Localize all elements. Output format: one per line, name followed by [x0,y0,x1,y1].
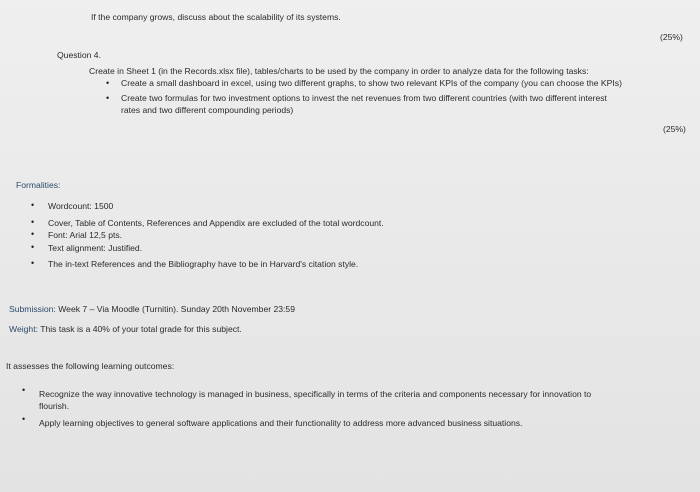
bullet-icon: • [22,414,26,424]
submission-line [9,304,295,314]
outcome-item-1-cont: flourish. [39,401,70,411]
question4-bullet-1: Create a small dashboard in excel, using two different graphs, to show two relevant KPIs of the company (you can choose the KPIs) [121,78,622,88]
outcomes-intro: It assesses the following learning outcomes: [6,361,175,371]
formalities-item-excluded: Cover, Table of Contents, References and Appendix are excluded of the total wordcount. [48,218,384,228]
formalities-title: Formalities: [16,180,61,190]
bullet-icon: • [31,217,35,227]
bullet-icon: • [31,258,35,268]
question4-bullet-2-cont: rates and two different compounding periods) [121,105,294,115]
weight-line [9,324,242,334]
bullet-icon: • [31,229,35,239]
scalability-question: If the company grows, discuss about the scalability of its systems. [91,12,341,22]
question4-intro: Create in Sheet 1 (in the Records.xlsx file), tables/charts to be used by the company in order to analyze data for the following tasks: [89,66,589,76]
bullet-icon: • [106,78,110,88]
weight-label: Weight: [9,324,38,334]
mark-q4: (25%) [663,124,686,134]
outcome-item-1: Recognize the way innovative technology is managed in business, specifically in terms of the criteria and components necessary for innovation to [39,389,592,399]
formalities-item-font: Font: Arial 12,5 pts. [48,230,123,240]
formalities-item-citation: The in-text References and the Bibliography have to be in Harvard's citation style. [48,259,359,269]
question4-bullet-2: Create two formulas for two investment options to invest the net revenues from two different countries (with two different interest [121,93,607,103]
formalities-item-wordcount: Wordcount: 1500 [48,201,114,211]
question4-label: Question 4. [57,50,101,60]
weight-text: This task is a 40% of your total grade for this subject. [40,324,242,334]
bullet-icon: • [22,385,26,395]
bullet-icon: • [31,242,35,252]
bullet-icon: • [31,200,35,210]
bullet-icon: • [106,93,110,103]
submission-text: Week 7 – Via Moodle (Turnitin). Sunday 20th November 23:59 [58,304,295,314]
mark-q3: (25%) [660,32,683,42]
formalities-item-alignment: Text alignment: Justified. [48,243,143,253]
submission-label: Submission: [9,304,56,314]
outcome-item-2: Apply learning objectives to general software applications and their functionality to address more advanced business situations. [39,418,523,428]
